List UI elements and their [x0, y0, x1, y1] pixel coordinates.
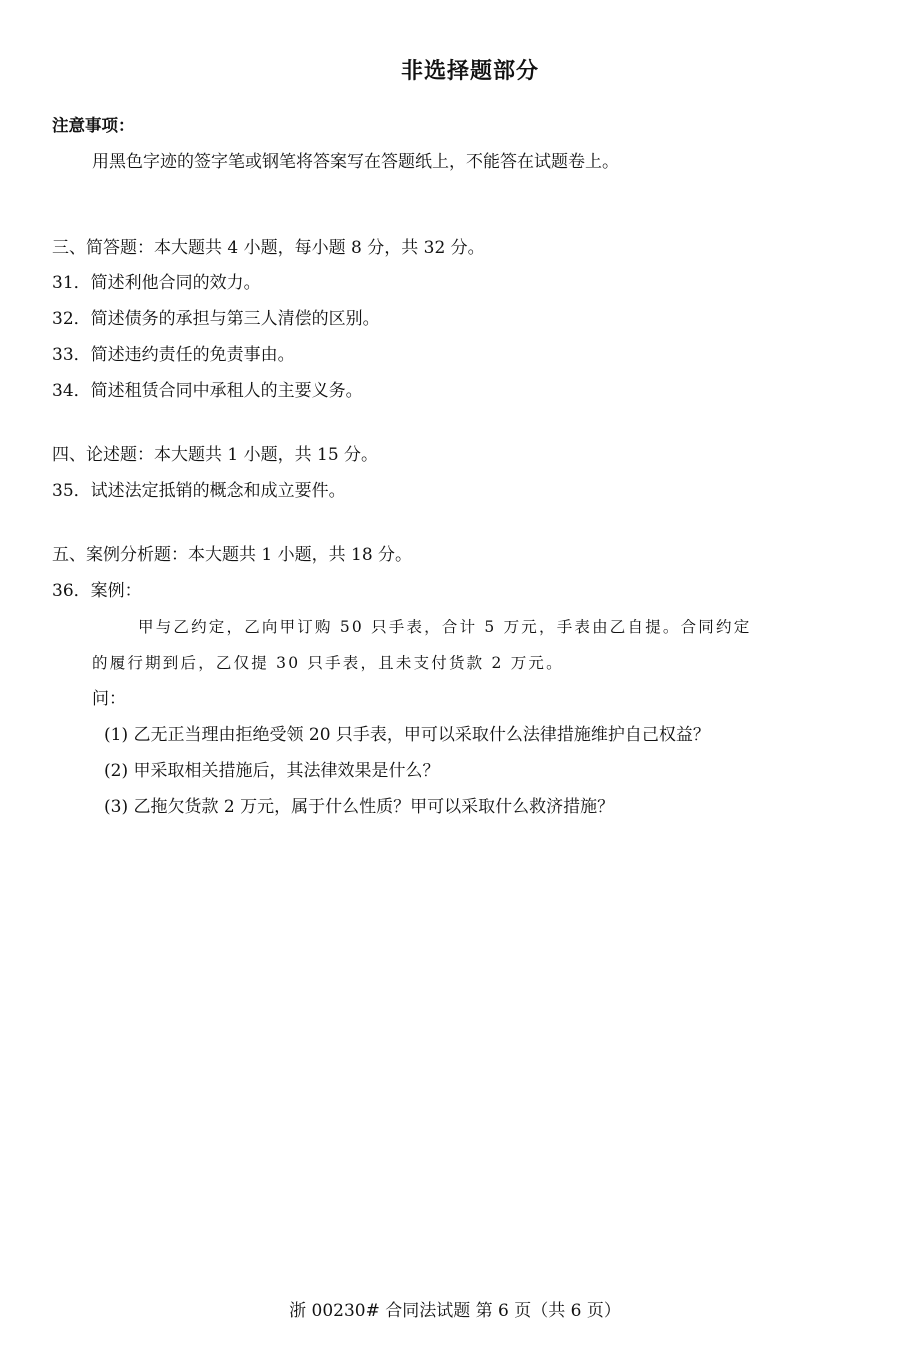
sub-question-2: (2) 甲采取相关措施后，其法律效果是什么？ [104, 761, 440, 781]
question-34: 34．简述租赁合同中承租人的主要义务。 [52, 381, 363, 401]
notice-heading: 注意事项： [52, 116, 135, 135]
case-text-line-2: 的履行期到后，乙仅提 30 只手表，且未支付货款 2 万元。 [92, 654, 564, 672]
question-32: 32．简述债务的承担与第三人清偿的区别。 [52, 309, 380, 329]
question-35: 35．试述法定抵销的概念和成立要件。 [52, 481, 346, 501]
section-5-heading: 五、案例分析题：本大题共 1 小题，共 18 分。 [52, 545, 413, 565]
sub-question-3: (3) 乙拖欠货款 2 万元，属于什么性质？甲可以采取什么救济措施？ [104, 797, 615, 817]
notice-text: 用黑色字迹的签字笔或钢笔将答案写在答题纸上，不能答在试题卷上。 [92, 152, 619, 172]
sub-question-1: (1) 乙无正当理由拒绝受领 20 只手表，甲可以采取什么法律措施维护自己权益？ [104, 725, 710, 745]
page-footer: 浙 00230# 合同法试题 第 6 页（共 6 页） [289, 1301, 621, 1321]
section-4-heading: 四、论述题：本大题共 1 小题，共 15 分。 [52, 445, 379, 465]
question-33: 33．简述违约责任的免责事由。 [52, 345, 295, 365]
case-text-line-1: 甲与乙约定，乙向甲订购 50 只手表，合计 5 万元，手表由乙自提。合同约定 [138, 618, 752, 636]
ask-label: 问： [92, 689, 126, 709]
page-title: 非选择题部分 [400, 59, 539, 84]
question-36-label: 36．案例： [52, 581, 142, 601]
question-31: 31．简述利他合同的效力。 [52, 273, 261, 293]
section-3-heading: 三、简答题：本大题共 4 小题，每小题 8 分，共 32 分。 [52, 238, 485, 258]
